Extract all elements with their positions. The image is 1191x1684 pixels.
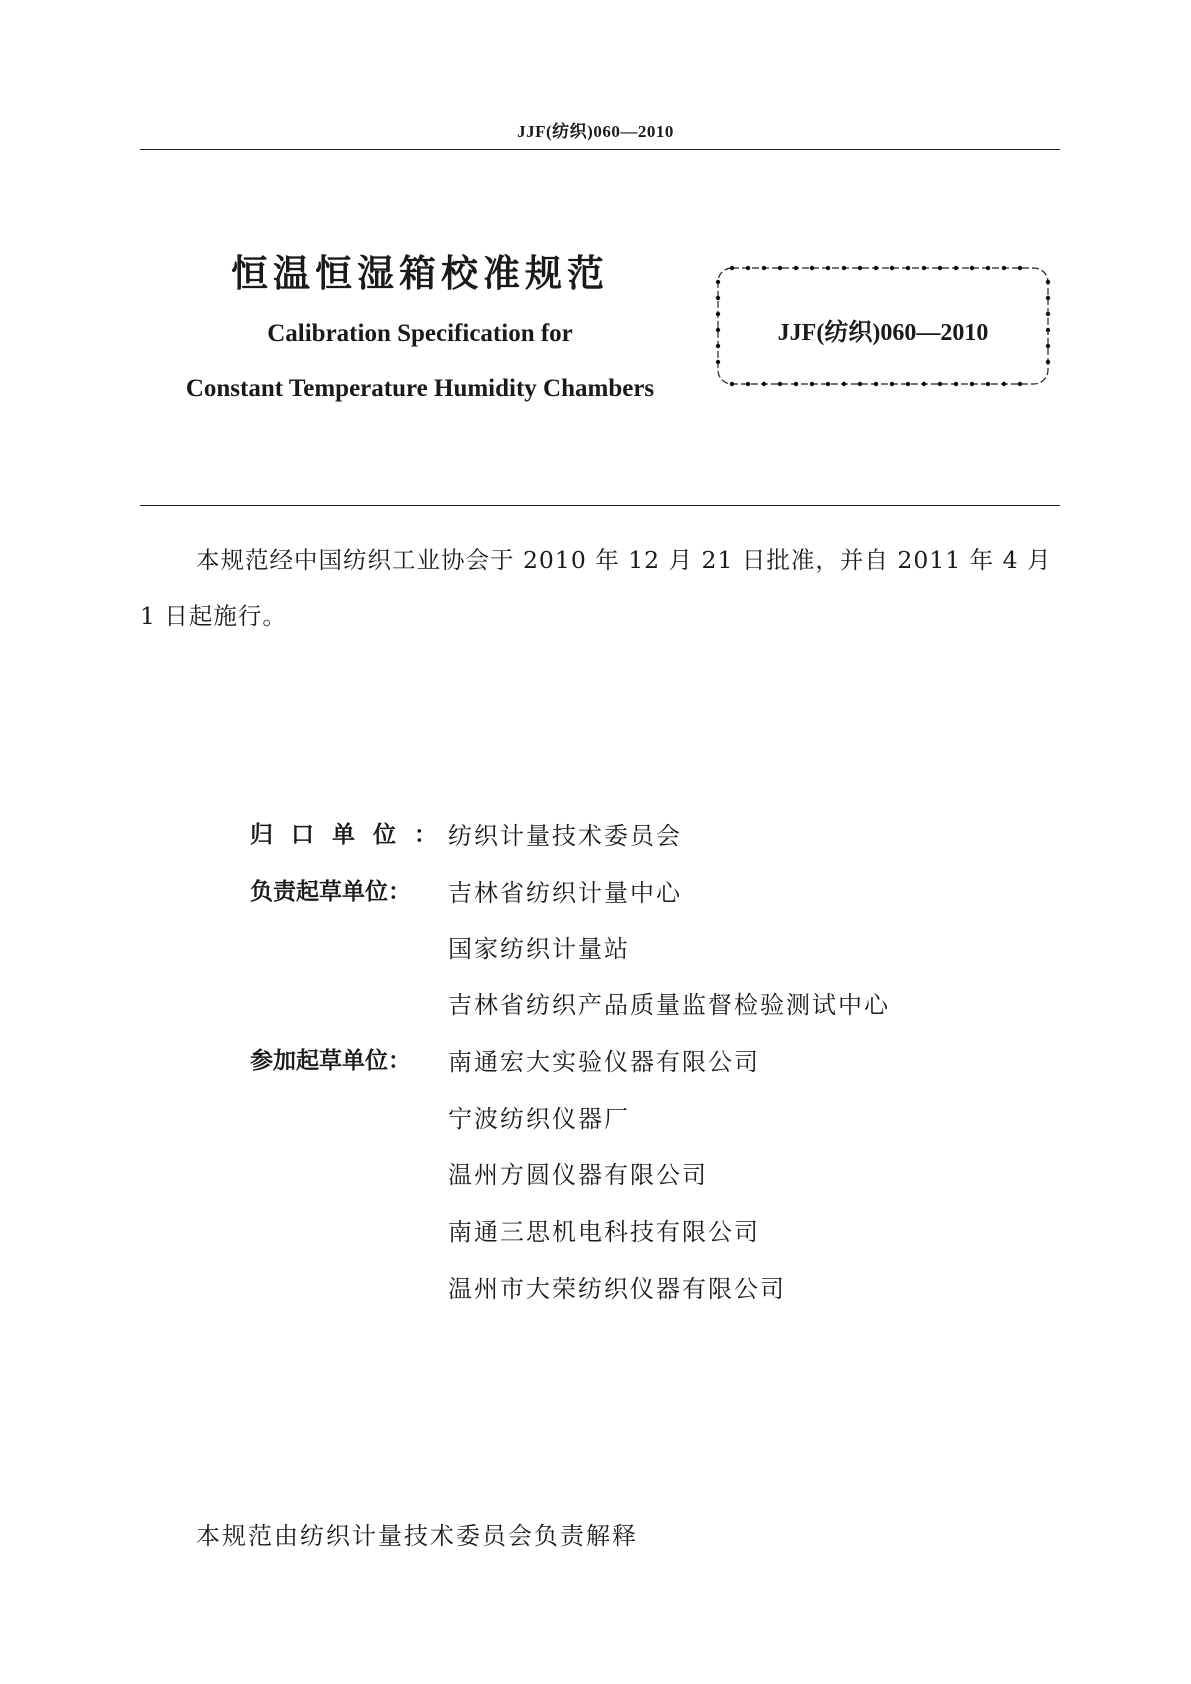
frame-dot — [1002, 382, 1006, 386]
frame-dot — [1046, 296, 1050, 300]
frame-dot — [1046, 360, 1050, 364]
frame-dot — [716, 296, 720, 300]
frame-dot — [810, 266, 814, 270]
frame-dot — [1018, 382, 1022, 386]
frame-dot — [730, 382, 734, 386]
frame-dot — [970, 266, 974, 270]
participating-unit: 南通三思机电科技有限公司 — [448, 1218, 760, 1246]
participating-unit: 南通宏大实验仪器有限公司 — [448, 1048, 760, 1076]
frame-dot — [762, 266, 766, 270]
frame-dot — [954, 382, 958, 386]
running-head: JJF(纺织)060—2010 — [517, 122, 674, 141]
drafting-unit-row — [250, 873, 682, 907]
frame-dot — [858, 382, 862, 386]
responsible-unit-row — [250, 816, 682, 850]
frame-dot — [730, 266, 734, 270]
interpretation-note: 本规范由纺织计量技术委员会负责解释 — [196, 1522, 638, 1550]
frame-dot — [858, 266, 862, 270]
code-label: JJF(纺织)060—2010 — [777, 320, 989, 346]
drafting-unit: 国家纺织计量站 — [448, 935, 630, 963]
frame-dot — [794, 266, 798, 270]
frame-dot — [778, 266, 782, 270]
frame-dot — [794, 382, 798, 386]
participating-unit-row — [250, 1042, 760, 1076]
approval-statement: 本规范经中国纺织工业协会于 2010 年 12 月 21 日批准，并自 2011 年 4 月 1 日起施行。 — [140, 546, 1052, 630]
drafting-unit: 吉林省纺织产品质量监督检验测试中心 — [448, 991, 890, 1019]
participating-unit: 温州方圆仪器有限公司 — [448, 1161, 708, 1189]
frame-dot — [874, 382, 878, 386]
participating-unit: 温州市大荣纺织仪器有限公司 — [448, 1275, 786, 1303]
header-rule — [140, 149, 1060, 150]
frame-dot — [1018, 266, 1022, 270]
frame-dot — [986, 266, 990, 270]
frame-dot — [826, 382, 830, 386]
frame-dot — [1046, 280, 1050, 284]
frame-dot — [954, 266, 958, 270]
frame-dot — [906, 266, 910, 270]
title-rule — [140, 505, 1060, 506]
participating-unit-label: 参加起草单位： — [250, 1048, 411, 1074]
frame-dot — [922, 266, 926, 270]
responsible-unit-value: 纺织计量技术委员会 — [448, 822, 682, 850]
title-chinese: 恒温恒湿箱校准规范 — [231, 252, 609, 295]
frame-dot — [762, 382, 766, 386]
frame-dot — [716, 280, 720, 284]
responsible-unit-label: 归口单位： — [250, 822, 455, 848]
frame-dot — [922, 382, 926, 386]
code-box — [712, 262, 1054, 390]
frame-dot — [938, 382, 942, 386]
drafting-unit-label: 负责起草单位： — [250, 879, 411, 905]
frame-dot — [826, 266, 830, 270]
frame-dot — [746, 266, 750, 270]
frame-dot — [890, 266, 894, 270]
frame-dot — [810, 382, 814, 386]
frame-dot — [1002, 266, 1006, 270]
frame-dot — [986, 382, 990, 386]
frame-dot — [842, 266, 846, 270]
drafting-unit: 吉林省纺织计量中心 — [448, 879, 682, 907]
frame-dot — [890, 382, 894, 386]
frame-dot — [938, 266, 942, 270]
frame-dot — [716, 360, 720, 364]
frame-dot — [906, 382, 910, 386]
frame-dot — [970, 382, 974, 386]
frame-dot — [842, 382, 846, 386]
frame-dot — [874, 266, 878, 270]
frame-dot — [778, 382, 782, 386]
frame-dot — [746, 382, 750, 386]
participating-unit: 宁波纺织仪器厂 — [448, 1105, 630, 1133]
title-english-line1: Calibration Specification for — [267, 320, 573, 347]
title-english-line2: Constant Temperature Humidity Chambers — [185, 375, 655, 402]
